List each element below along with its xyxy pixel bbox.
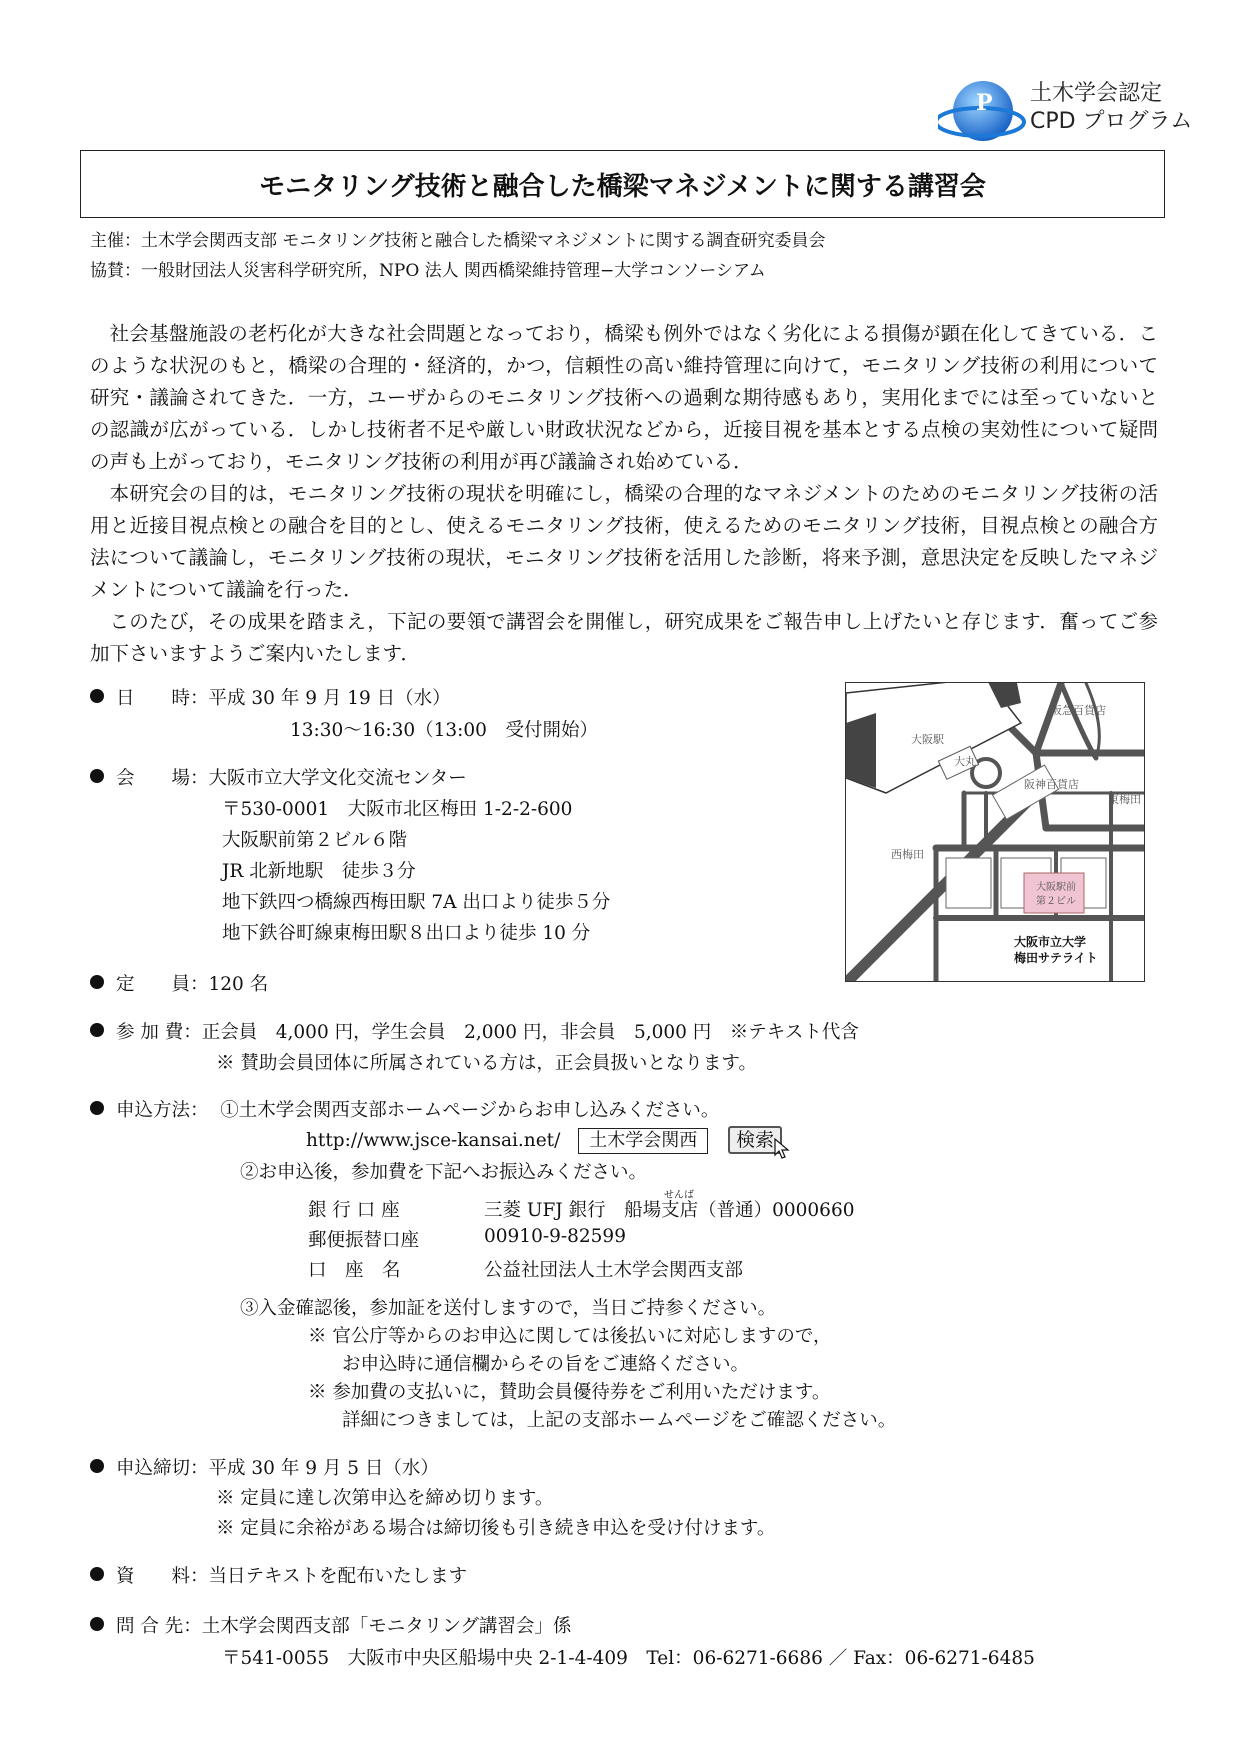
date-value: 平成 30 年 9 月 19 日（水）: [208, 688, 451, 709]
account-name-label: 口 座 名: [308, 1260, 401, 1281]
search-input[interactable]: 土木学会関西: [578, 1128, 708, 1154]
cursor-arrow-icon: [774, 1138, 790, 1160]
venue-name: 大阪市立大学文化交流センター: [208, 768, 467, 789]
map-label-nishi-umeda: 西梅田: [891, 848, 924, 861]
date-label: 日 時：: [116, 688, 209, 709]
bullet-icon: [90, 1023, 104, 1037]
bank-value: 三菱 UFJ 銀行 船場支店（普通）0000660: [484, 1200, 855, 1221]
capacity-value: 120 名: [208, 974, 269, 995]
venue-access-jr: JR 北新地駅 徒歩３分: [222, 861, 416, 882]
date-time: 13:30～16:30（13:00 受付開始）: [290, 720, 598, 741]
bullet-icon: [90, 1459, 104, 1473]
intro-paragraph-2: 本研究会の目的は，モニタリング技術の現状を明確にし，橋梁の合理的なマネジメントのためのモニタリング技術の活用と近接目視点検との融合を目的とし、使えるモニタリング技術，使えるためのモニタリング技術，目視点検との融合方法について議論し，モニタリング技術の現状，モニタリング技術を活用した診断，将来予測，意思決定を反映したマネジメントについて議論を行った．: [90, 482, 1158, 601]
logo-line-1: 土木学会認定: [1030, 81, 1163, 106]
search-button[interactable]: 検索: [728, 1126, 782, 1154]
apply-step-3: ③入金確認後，参加証を送付しますので，当日ご持参ください。: [240, 1298, 777, 1319]
apply-step-1: ①土木学会関西支部ホームページからお申し込みください。: [220, 1100, 720, 1121]
bank-ruby: せんば: [664, 1190, 694, 1201]
bullet-icon: [90, 769, 104, 783]
venue-label: 会 場：: [116, 768, 209, 789]
apply-label: 申込方法：: [116, 1100, 209, 1121]
bank-label: 銀 行 口 座: [308, 1200, 400, 1221]
contact-name: 土木学会関西支部「モニタリング講習会」係: [201, 1616, 572, 1637]
intro-text: [90, 318, 1158, 670]
apply-note-2b: 詳細につきましては，上記の支部ホームページをご確認ください。: [342, 1410, 897, 1431]
svg-text:P: P: [976, 90, 993, 116]
bullet-icon: [90, 1617, 104, 1631]
logo-line-2: CPD プログラム: [1030, 109, 1193, 134]
apply-step-2: ②お申込後，参加費を下記へお振込みください。: [240, 1162, 648, 1183]
fee-label: 参 加 費：: [116, 1022, 202, 1043]
materials-row: [90, 1562, 467, 1588]
apply-note-1a: ※ 官公庁等からのお申込に関しては後払いに対応しますので，: [308, 1326, 832, 1347]
date-row: [90, 684, 451, 710]
deadline-row: [90, 1454, 439, 1480]
apply-note-2a: ※ 参加費の支払いに，賛助会員優待券をご利用いただけます。: [308, 1382, 831, 1403]
contact-label: 問 合 先：: [116, 1616, 202, 1637]
venue-building: 大阪駅前第２ビル６階: [222, 830, 408, 851]
map-label-venue-1: 大阪市立大学: [1014, 935, 1087, 949]
deadline-note-2: ※ 定員に余裕がある場合は締切後も引き続き申込を受け付けます。: [216, 1518, 776, 1539]
apply-row: [90, 1096, 719, 1122]
page-title: モニタリング技術と融合した橋梁マネジメントに関する講習会: [259, 171, 986, 202]
map-label-higashi-umeda: 東梅田: [1108, 793, 1141, 806]
intro-paragraph-3: このたび，その成果を踏まえ，下記の要領で講習会を開催し，研究成果をご報告申し上げたいと存じます．奮ってご参加下さいますようご案内いたします．: [90, 610, 1158, 665]
fee-row: [90, 1018, 859, 1044]
map-label-osaka-station: 大阪駅: [911, 733, 944, 746]
venue-access-tanimachi: 地下鉄谷町線東梅田駅８出口より徒歩 10 分: [222, 923, 591, 944]
bullet-icon: [90, 689, 104, 703]
postal-label: 郵便振替口座: [308, 1230, 420, 1251]
capacity-row: [90, 970, 268, 996]
apply-note-1b: お申込時に通信欄からその旨をご連絡ください。: [342, 1354, 750, 1375]
contact-row: [90, 1612, 571, 1638]
cosponsor: 協賛：一般財団法人災害科学研究所，NPO 法人 関西橋梁維持管理−大学コンソーシアム: [90, 261, 766, 281]
contact-address: 〒541-0055 大阪市中央区船場中央 2-1-4-409 Tel：06-6271-6686 ／ Fax：06-6271-6485: [222, 1648, 1035, 1669]
fee-note: ※ 賛助会員団体に所属されている方は，正会員扱いとなります。: [216, 1053, 757, 1074]
venue-building-highlight: [1024, 873, 1084, 913]
map-label-hankyu: 阪急百貨店: [1051, 704, 1106, 717]
bullet-icon: [90, 1567, 104, 1581]
deadline-value: 平成 30 年 9 月 5 日（水）: [208, 1458, 439, 1479]
bullet-icon: [90, 975, 104, 989]
materials-label: 資 料：: [116, 1566, 209, 1587]
title-box: [80, 150, 1165, 218]
map-label-venue-2: 梅田サテライト: [1014, 951, 1098, 965]
venue-access-yotsubashi: 地下鉄四つ橋線西梅田駅 7A 出口より徒歩５分: [222, 892, 611, 913]
apply-url[interactable]: http://www.jsce-kansai.net/: [306, 1130, 561, 1151]
intro-paragraph-1: 社会基盤施設の老朽化が大きな社会問題となっており，橋梁も例外ではなく劣化による損傷が顕在化してきている．このような状況のもと，橋梁の合理的・経済的，かつ，信頼性の高い維持管理に向けて，モニタリング技術の利用について研究・議論されてきた．一方，ユーザからのモニタリング技術への過剰な期待感もあり，実用化までには至っていないとの認識が広がっている．しかし技術者不足や厳しい財政状況などから，近接目視を基本とする点検の実効性について疑問の声も上がっており，モニタリング技術の利用が再び議論され始めている．: [90, 322, 1158, 473]
capacity-label: 定 員：: [116, 974, 209, 995]
fee-value: 正会員 4,000 円，学生会員 2,000 円，非会員 5,000 円 ※テキスト代含: [201, 1022, 859, 1043]
organizer: 主催：土木学会関西支部 モニタリング技術と融合した橋梁マネジメントに関する調査研究委員会: [90, 231, 826, 251]
map-label-building-1: 大阪駅前: [1036, 882, 1076, 893]
venue-row: [90, 764, 467, 790]
account-name-value: 公益社団法人土木学会関西支部: [484, 1260, 744, 1281]
bullet-icon: [90, 1101, 104, 1115]
deadline-note-1: ※ 定員に達し次第申込を締め切ります。: [216, 1488, 554, 1509]
materials-value: 当日テキストを配布いたします: [208, 1566, 468, 1587]
venue-map: [845, 682, 1145, 982]
cpd-logo-text: [1030, 80, 1192, 136]
map-label-daimaru: 大丸: [954, 755, 976, 768]
map-label-building-2: 第２ビル: [1036, 896, 1076, 907]
deadline-label: 申込締切：: [116, 1458, 209, 1479]
apply-url-row: [306, 1124, 804, 1154]
globe-logo-icon: [938, 76, 1028, 146]
venue-address: 〒530-0001 大阪市北区梅田 1-2-2-600: [222, 799, 573, 820]
postal-value: 00910-9-82599: [484, 1226, 626, 1247]
map-label-hanshin: 阪神百貨店: [1024, 778, 1079, 791]
